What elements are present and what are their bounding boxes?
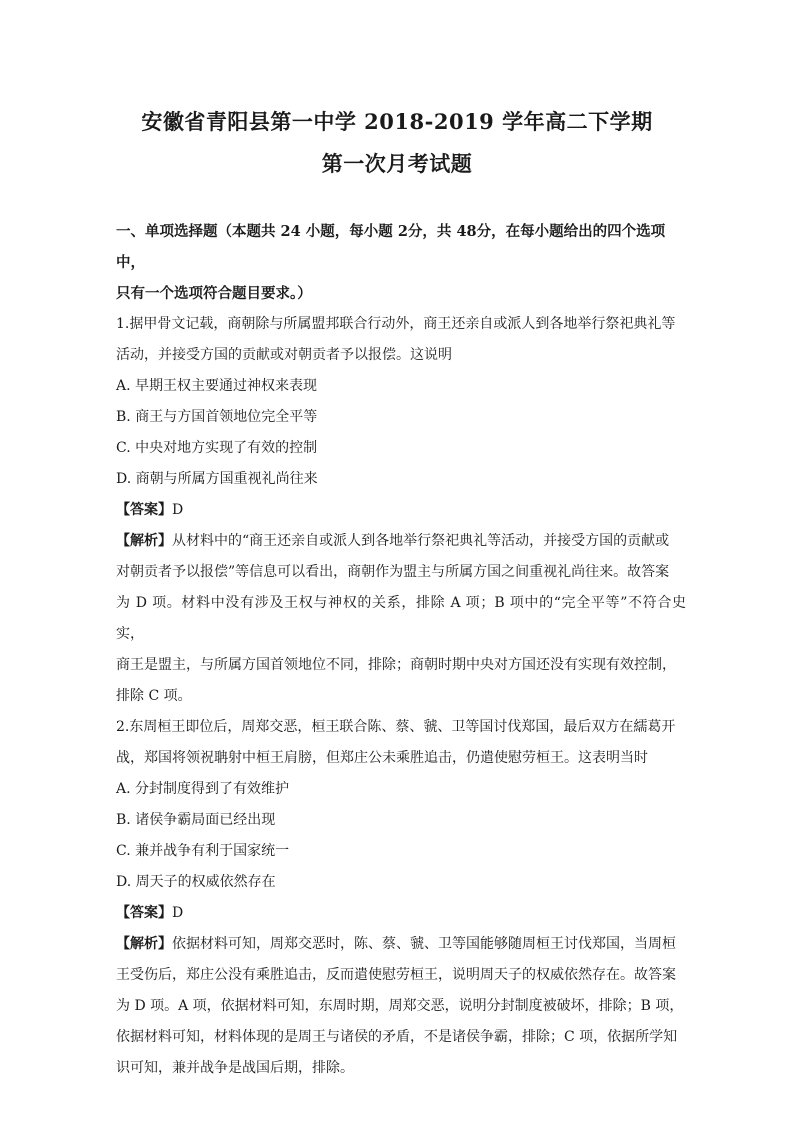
analysis-line: 识可知，兼并战争是战国后期，排除。 bbox=[116, 1060, 354, 1076]
question-stem-line: 战，郑国将领祝聃射中桓王肩膀，但郑庄公未乘胜追击，仍遣使慰劳桓王。这表明当时 bbox=[116, 750, 648, 766]
answer bbox=[116, 898, 686, 929]
analysis-text: 依据材料可知，周郑交恶时，陈、蔡、虢、卫等国能够随周桓王讨伐郑国，当周桓 bbox=[172, 936, 676, 952]
question-stem-line: 活动，并接受方国的贡献或对朝贡者予以报偿。这说明 bbox=[116, 347, 452, 363]
option-d: D. 周天子的权威依然存在 bbox=[116, 874, 276, 890]
section-heading-continued: 只有一个选项符合题目要求。） bbox=[116, 285, 312, 302]
question-1 bbox=[116, 309, 686, 712]
option-a: A. 早期王权主要通过神权来表现 bbox=[116, 378, 318, 394]
option-b: B. 诸侯争霸局面已经出现 bbox=[116, 812, 276, 828]
option-a: A. 分封制度得到了有效维护 bbox=[116, 781, 290, 797]
document-body bbox=[116, 216, 686, 1084]
analysis-label: 【解析】 bbox=[116, 936, 172, 952]
question-stem-line: 1.据甲骨文记载，商朝除与所属盟邦联合行动外，商王还亲自或派人到各地举行祭祀典礼等 bbox=[116, 316, 676, 332]
answer-value: D bbox=[172, 502, 184, 518]
answer-label: 【答案】 bbox=[116, 502, 172, 518]
question-2 bbox=[116, 712, 686, 1084]
document-title: 安徽省青阳县第一中学 2018-2019 学年高二下学期 bbox=[141, 109, 653, 134]
analysis-line: 排除 C 项。 bbox=[116, 688, 192, 704]
analysis-line: 为 D 项。A 项，依据材料可知，东周时期，周郑交恶，说明分封制度被破坏，排除；B 项， bbox=[116, 998, 684, 1014]
analysis-line: 为 D 项。材料中没有涉及王权与神权的关系，排除 A 项；B 项中的“完全平等”不符合史实， bbox=[116, 595, 686, 642]
analysis-text: 从材料中的“商王还亲自或派人到各地举行祭祀典礼等活动，并接受方国的贡献或 bbox=[172, 533, 670, 549]
answer-value: D bbox=[172, 905, 184, 921]
analysis-line: 商王是盟主，与所属方国首领地位不同，排除；商朝时期中央对方国还没有实现有效控制， bbox=[116, 657, 676, 673]
option-c: C. 兼并战争有利于国家统一 bbox=[116, 843, 290, 859]
analysis-line bbox=[116, 929, 686, 960]
option-d: D. 商朝与所属方国重视礼尚往来 bbox=[116, 471, 318, 487]
answer bbox=[116, 495, 686, 526]
document-subtitle: 第一次月考试题 bbox=[321, 151, 473, 176]
option-b: B. 商王与方国首领地位完全平等 bbox=[116, 409, 318, 425]
answer-label: 【答案】 bbox=[116, 905, 172, 921]
analysis-line: 王受伤后，郑庄公没有乘胜追击，反而遣使慰劳桓王，说明周天子的权威依然存在。故答案 bbox=[116, 967, 676, 983]
option-c: C. 中央对地方实现了有效的控制 bbox=[116, 440, 318, 456]
analysis-label: 【解析】 bbox=[116, 533, 172, 549]
question-stem-line: 2.东周桓王即位后，周郑交恶，桓王联合陈、蔡、虢、卫等国讨伐郑国，最后双方在繻葛开 bbox=[116, 719, 676, 735]
section-heading: 一、单项选择题（本题共 24 小题，每小题 2分，共 48分，在每小题给出的四个选项中， bbox=[116, 223, 666, 271]
analysis-line: 对朝贡者予以报偿”等信息可以看出，商朝作为盟主与所属方国之间重视礼尚往来。故答案 bbox=[116, 564, 670, 580]
analysis-line bbox=[116, 526, 686, 557]
analysis-line: 依据材料可知，材料体现的是周王与诸侯的矛盾，不是诸侯争霸，排除；C 项，依据所学知 bbox=[116, 1029, 678, 1045]
